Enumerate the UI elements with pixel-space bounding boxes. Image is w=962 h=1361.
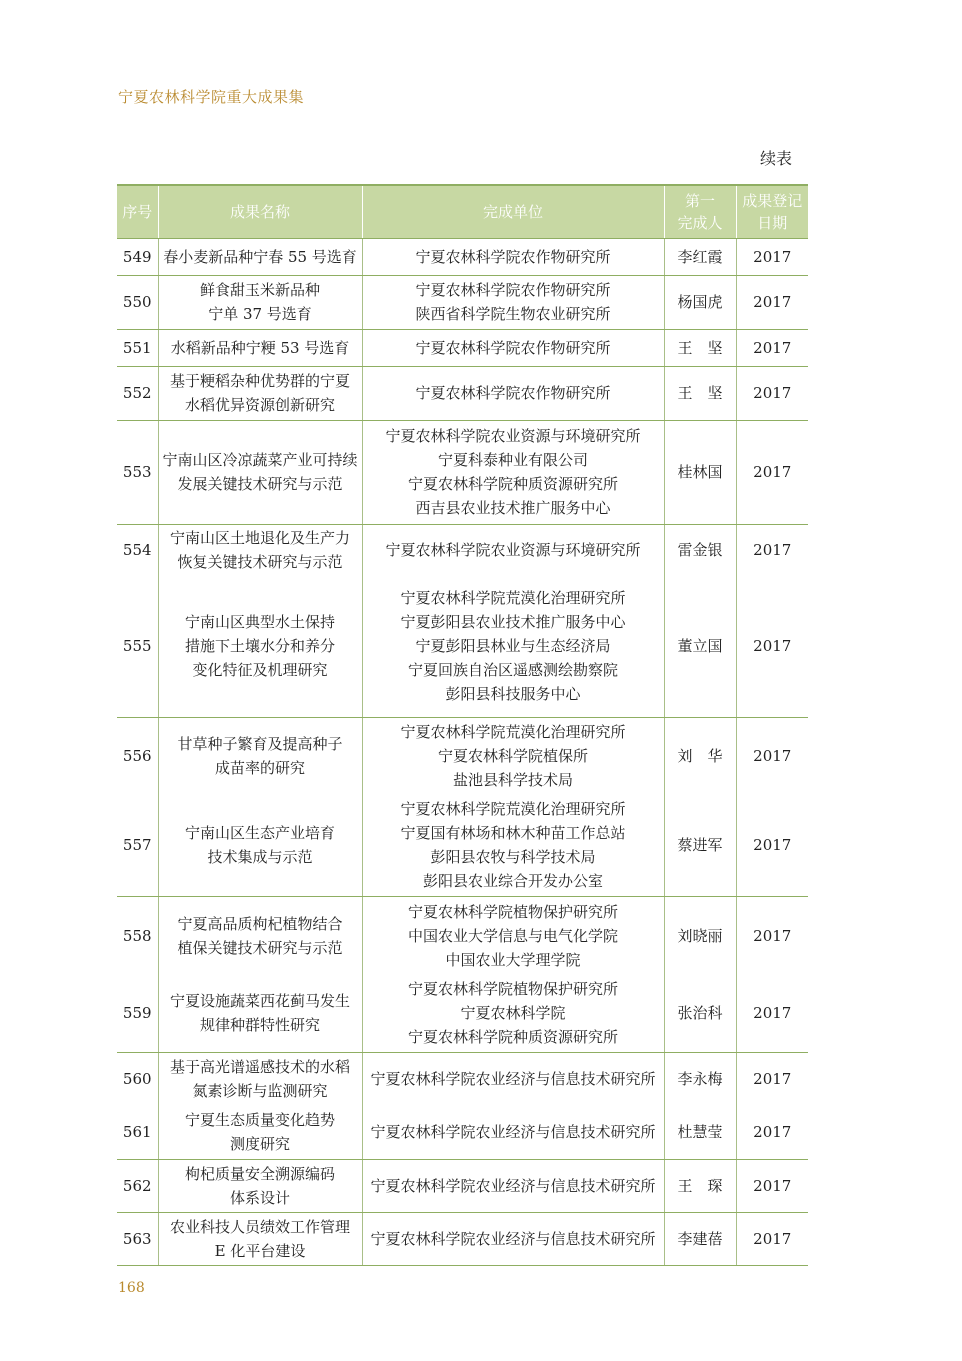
column-header [736, 185, 808, 238]
row-number: 556 [122, 747, 152, 766]
completing-units [362, 795, 664, 896]
continued-label: 续表 [759, 149, 792, 168]
completing-units-line: 彭阳县农牧与科学技术局 [430, 848, 596, 867]
achievement-name-line: 基于粳稻杂种优势群的宁夏 [169, 372, 350, 390]
column-header-line: 序号 [122, 202, 153, 221]
completing-units [362, 896, 664, 975]
completing-units-line: 宁夏彭阳县林业与生态经济局 [415, 637, 611, 656]
column-header-line: 成果名称 [229, 202, 290, 221]
running-title: 宁夏农林科学院重大成果集 [118, 88, 305, 106]
achievement-name-line: 宁夏生态质量变化趋势 [184, 1111, 335, 1130]
achievement-name-line: 植保关键技术研究与示范 [177, 938, 343, 957]
achievement-name-line: 措施下土壤水分和养分 [184, 637, 335, 656]
table-row [117, 1212, 808, 1265]
column-header-line: 日期 [757, 213, 788, 232]
completing-units-line: 彭阳县科技服务中心 [445, 685, 581, 704]
completing-units [362, 366, 664, 420]
completing-units [362, 1052, 664, 1106]
achievement-name-line: 宁单 37 号选育 [208, 305, 312, 323]
achievement-name-line: 测度研究 [229, 1135, 290, 1154]
completing-units-line: 宁夏农林科学院 [460, 1004, 566, 1023]
completing-units-line: 宁夏农林科学院农业经济与信息技术研究所 [370, 1123, 656, 1142]
column-header [362, 185, 664, 238]
achievement-name-line: 恢复关键技术研究与示范 [177, 553, 343, 572]
completing-units-line: 宁夏农林科学院荒漠化治理研究所 [400, 589, 626, 608]
completing-units-line: 彭阳县农业综合开发办公室 [422, 872, 603, 891]
completing-units-line: 宁夏科泰种业有限公司 [437, 451, 588, 469]
achievement-name [158, 1159, 362, 1212]
achievement-name [158, 795, 362, 896]
first-completer: 李红霞 [664, 238, 736, 275]
achievement-name [158, 238, 362, 275]
registration-year: 2017 [736, 1212, 808, 1265]
completing-units-line: 宁夏农林科学院农作物研究所 [415, 247, 611, 266]
table-header [117, 185, 808, 238]
completing-units [362, 275, 664, 329]
achievement-name-line: 宁南山区冷凉蔬菜产业可持续 [162, 451, 358, 469]
achievement-name [158, 896, 362, 975]
achievement-name-line: 宁南山区典型水土保持 [184, 613, 335, 632]
registration-year: 2017 [736, 1159, 808, 1212]
completing-units-line: 西吉县农业技术推广服务中心 [415, 499, 611, 517]
completing-units-line: 盐池县科学技术局 [452, 771, 573, 790]
achievement-name-line: 农业科技人员绩效工作管理 [169, 1217, 350, 1236]
first-completer: 杨国虎 [664, 275, 736, 329]
completing-units-line: 宁夏农林科学院农业经济与信息技术研究所 [370, 1070, 656, 1089]
achievement-name [158, 1052, 362, 1106]
achievement-name-line: 甘草种子繁育及提高种子 [177, 735, 343, 754]
table-row [117, 975, 808, 1052]
achievement-name-line: 发展关键技术研究与示范 [177, 475, 343, 493]
completing-units-line: 宁夏农林科学院农作物研究所 [415, 281, 611, 299]
row-number: 559 [117, 975, 158, 1052]
registration-year: 2017 [736, 329, 808, 366]
achievement-name-line: 变化特征及机理研究 [192, 661, 328, 680]
completing-units-line: 宁夏农林科学院荒漠化治理研究所 [400, 723, 626, 742]
row-number: 560 [122, 1070, 152, 1089]
first-completer: 杜慧莹 [664, 1106, 736, 1159]
achievement-name-line: 宁夏高品质枸杞植物结合 [177, 914, 343, 933]
achievement-name [158, 576, 362, 717]
completing-units-line: 宁夏农林科学院种质资源研究所 [407, 475, 618, 493]
achievement-name-line: 规律种群特性研究 [199, 1016, 320, 1035]
column-header-line: 成果登记 [742, 191, 803, 210]
registration-year: 2017 [736, 576, 808, 717]
first-completer: 李建蓓 [664, 1212, 736, 1265]
completing-units-line: 宁夏农林科学院种质资源研究所 [407, 1028, 618, 1047]
completing-units-line: 宁夏农林科学院农业资源与环境研究所 [385, 541, 641, 560]
registration-year: 2017 [736, 420, 808, 524]
registration-year: 2017 [736, 896, 808, 975]
column-header [158, 185, 362, 238]
completing-units [362, 238, 664, 275]
registration-year: 2017 [736, 275, 808, 329]
first-completer: 蔡进军 [664, 795, 736, 896]
first-completer: 李永梅 [664, 1052, 736, 1106]
achievement-name-line: 宁南山区生态产业培育 [184, 824, 335, 843]
achievement-name [158, 275, 362, 329]
row-number: 549 [117, 238, 158, 275]
first-completer: 刘晓丽 [664, 896, 736, 975]
column-header-line: 第一 [684, 191, 715, 210]
completing-units-line: 宁夏农林科学院植物保护研究所 [407, 980, 618, 999]
achievement-name [158, 1106, 362, 1159]
achievement-name-line: 基于高光谱遥感技术的水稻 [169, 1058, 350, 1077]
completing-units [362, 576, 664, 717]
completing-units-line: 宁夏农林科学院农作物研究所 [415, 384, 611, 402]
achievement-name [158, 420, 362, 524]
completing-units-line: 宁夏农林科学院农业经济与信息技术研究所 [370, 1176, 656, 1195]
registration-year: 2017 [736, 1052, 808, 1106]
achievement-name-line: 春小麦新品种宁春 55 号选育 [163, 247, 357, 266]
achievement-name [158, 524, 362, 576]
achievement-name-line: 体系设计 [229, 1188, 290, 1207]
first-completer: 王 琛 [664, 1159, 736, 1212]
achievement-name [158, 1212, 362, 1265]
completing-units-line: 宁夏回族自治区遥感测绘勘察院 [407, 661, 618, 680]
results-table [117, 184, 808, 1266]
achievement-name [158, 329, 362, 366]
table-row [117, 329, 808, 366]
row-number: 550 [117, 275, 158, 329]
column-header-line: 完成单位 [482, 202, 543, 221]
completing-units-line: 宁夏农林科学院农业经济与信息技术研究所 [370, 1229, 656, 1248]
table-row [117, 1106, 808, 1159]
completing-units-line: 宁夏彭阳县农业技术推广服务中心 [400, 613, 626, 632]
achievement-name-line: 宁南山区土地退化及生产力 [169, 529, 350, 548]
achievement-name-line: 水稻优异资源创新研究 [184, 396, 335, 414]
completing-units-line: 宁夏农林科学院农业资源与环境研究所 [385, 427, 641, 445]
achievement-name-line: 水稻新品种宁粳 53 号选育 [170, 338, 350, 357]
achievement-name [158, 366, 362, 420]
completing-units [362, 1159, 664, 1212]
registration-year: 2017 [736, 795, 808, 896]
row-number: 563 [117, 1212, 158, 1265]
completing-units-line: 陕西省科学院生物农业研究所 [415, 305, 611, 323]
achievement-name [158, 717, 362, 795]
achievement-name-line: 枸杞质量安全溯源编码 [184, 1164, 335, 1183]
completing-units-line: 中国农业大学信息与电气化学院 [407, 926, 618, 945]
table-row [117, 275, 808, 329]
completing-units-line: 宁夏农林科学院植保所 [437, 747, 588, 766]
achievement-name [158, 975, 362, 1052]
table-row [117, 717, 808, 795]
first-completer: 刘 华 [664, 717, 736, 795]
column-header [664, 185, 736, 238]
registration-year: 2017 [736, 975, 808, 1052]
completing-units-line: 宁夏农林科学院荒漠化治理研究所 [400, 800, 626, 819]
table-row [117, 896, 808, 975]
table-row [117, 1052, 808, 1106]
completing-units [362, 975, 664, 1052]
completing-units [362, 420, 664, 524]
completing-units-line: 宁夏国有林场和林木种苗工作总站 [400, 824, 626, 843]
completing-units-line: 宁夏农林科学院植物保护研究所 [407, 902, 618, 921]
row-number: 552 [117, 366, 158, 420]
achievement-name-line: 氮素诊断与监测研究 [192, 1082, 328, 1101]
first-completer: 董立国 [664, 576, 736, 717]
achievement-name-line: 成苗率的研究 [214, 759, 305, 778]
table-row [117, 238, 808, 275]
completing-units [362, 717, 664, 795]
first-completer: 王 坚 [664, 366, 736, 420]
first-completer: 张治科 [664, 975, 736, 1052]
row-number: 553 [117, 420, 158, 524]
page-number: 168 [118, 1280, 145, 1296]
row-number: 555 [117, 576, 158, 717]
table-row [117, 524, 808, 576]
registration-year: 2017 [736, 1106, 808, 1159]
completing-units [362, 1212, 664, 1265]
completing-units [362, 1106, 664, 1159]
row-number: 562 [117, 1159, 158, 1212]
row-number: 554 [122, 541, 152, 560]
table-body [117, 238, 808, 1265]
table-row [117, 576, 808, 717]
row-number: 561 [117, 1106, 158, 1159]
registration-year: 2017 [736, 366, 808, 420]
row-number: 558 [122, 926, 152, 945]
table-row [117, 795, 808, 896]
registration-year: 2017 [736, 717, 808, 795]
table-row [117, 1159, 808, 1212]
achievement-name-line: E 化平台建设 [214, 1241, 306, 1260]
header-row [117, 185, 808, 238]
first-completer: 雷金银 [664, 524, 736, 576]
achievement-name-line: 技术集成与示范 [207, 848, 313, 867]
row-number: 557 [117, 795, 158, 896]
column-header-line: 完成人 [677, 213, 723, 232]
registration-year: 2017 [736, 524, 808, 576]
table-row [117, 366, 808, 420]
registration-year: 2017 [736, 238, 808, 275]
column-header [117, 185, 158, 238]
achievement-name-line: 宁夏设施蔬菜西花蓟马发生 [169, 992, 350, 1011]
completing-units-line: 中国农业大学理学院 [445, 950, 581, 969]
completing-units [362, 524, 664, 576]
completing-units [362, 329, 664, 366]
table-row [117, 420, 808, 524]
first-completer: 桂林国 [664, 420, 736, 524]
first-completer: 王 坚 [664, 329, 736, 366]
row-number: 551 [117, 329, 158, 366]
achievement-name-line: 鲜食甜玉米新品种 [199, 281, 320, 299]
completing-units-line: 宁夏农林科学院农作物研究所 [415, 338, 611, 357]
